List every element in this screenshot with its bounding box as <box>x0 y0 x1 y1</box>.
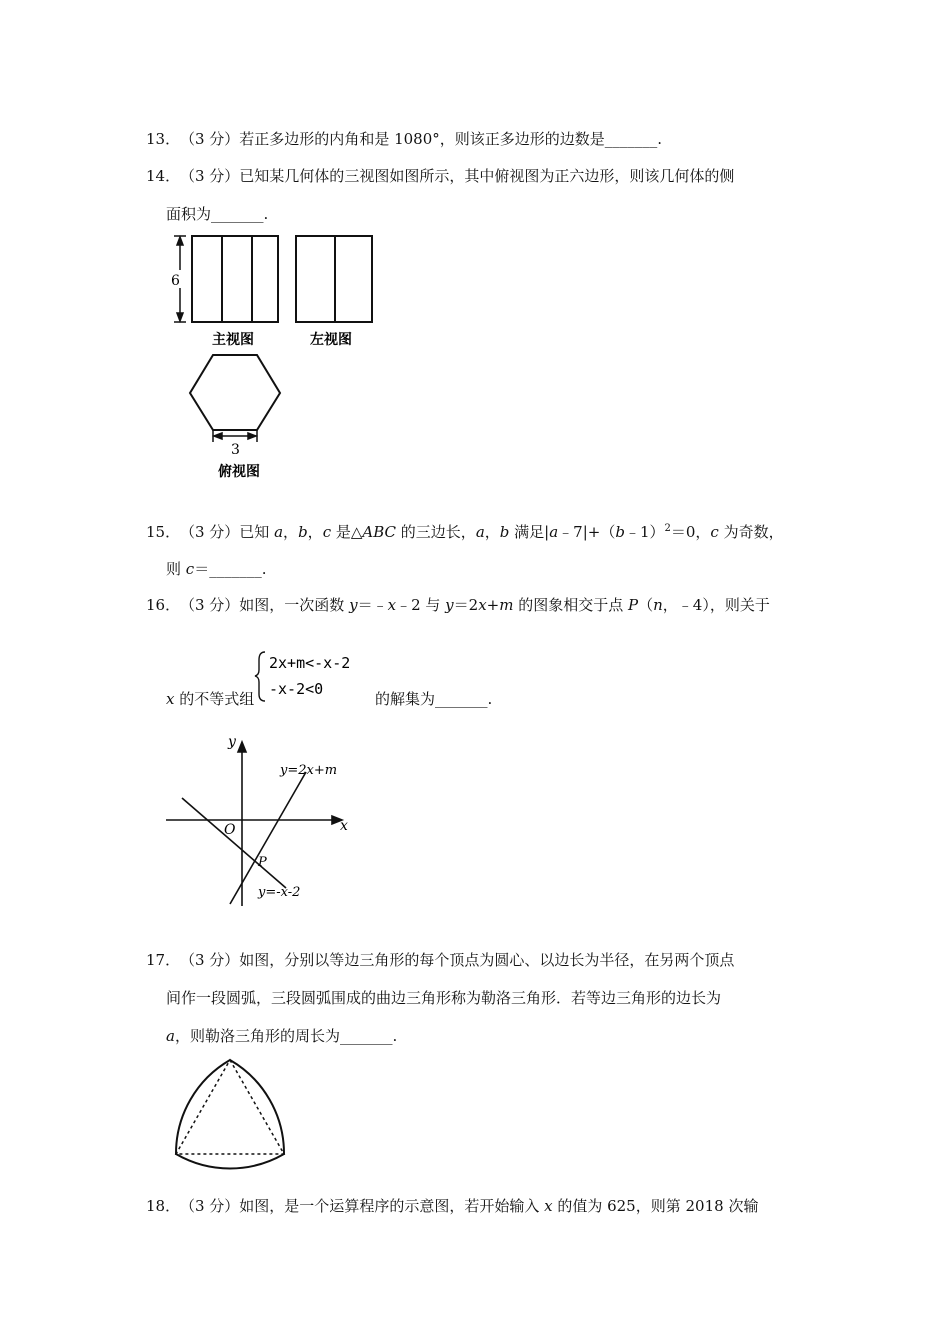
question-text-line2 <box>166 558 266 579</box>
left-view <box>296 236 372 322</box>
question-number: 18． <box>146 1197 181 1215</box>
linear-function-graph <box>160 730 360 910</box>
var-a: a <box>475 523 485 541</box>
var-a: a <box>549 523 559 541</box>
text-part: 的图象相交于点 <box>513 596 629 614</box>
reuleaux-triangle-figure <box>160 1052 300 1177</box>
question-text-line1: （3 分）已知某几何体的三视图如图所示，其中俯视图为正六边形，则该几何体的侧 <box>180 167 735 185</box>
text-part: （3 分）如图，是一个运算程序的示意图，若开始输入 <box>180 1197 545 1215</box>
inequality-system <box>257 648 367 704</box>
text-part: 为奇数， <box>718 523 784 541</box>
y-axis-label: y <box>228 734 236 750</box>
var-c: c <box>185 560 195 578</box>
text-part: 则 <box>166 560 186 578</box>
var-m: m <box>499 596 514 614</box>
var-b: b <box>615 523 625 541</box>
text-part: ，则勒洛三角形的周长为_______. <box>174 1027 398 1045</box>
inequality-top: 2x+m<-x-2 <box>269 654 351 672</box>
text-part: 的三边长， <box>396 523 476 541</box>
question-number: 17． <box>146 951 181 969</box>
var-b: b <box>499 523 510 541</box>
text-part: ﹣7|+（ <box>558 523 616 541</box>
text-part: （3 分）如图，一次函数 <box>180 596 350 614</box>
line-a-label: y=2x+m <box>280 763 338 778</box>
text-part: ， <box>307 523 323 541</box>
equilateral-triangle <box>176 1060 284 1154</box>
text-part: 的不等式组 <box>174 690 255 708</box>
text-part: ，﹣4），则关于 <box>662 596 770 614</box>
var-x: x <box>478 596 487 614</box>
var-y: y <box>349 596 358 614</box>
height-label: 6 <box>171 273 180 289</box>
question-text-line1 <box>180 594 770 615</box>
width-dimension <box>213 430 257 442</box>
var-x: x <box>387 596 397 614</box>
question-text: （3 分）若正多边形的内角和是 1080°，则该正多边形的边数是_______. <box>180 130 663 148</box>
reuleaux-triangle <box>176 1060 284 1168</box>
var-c: c <box>322 523 332 541</box>
text-part: + <box>486 596 500 614</box>
var-x: x <box>544 1197 553 1215</box>
var-a: a <box>274 523 284 541</box>
text-part: 是△ <box>331 523 363 541</box>
text-part: 满足| <box>509 523 550 541</box>
question-text-line1: （3 分）如图，分别以等边三角形的每个顶点为圆心、以边长为半径，在另两个顶点 <box>180 951 735 969</box>
question-text-line1 <box>180 1195 758 1216</box>
left-view-label: 左视图 <box>310 332 352 348</box>
text-part: ﹣2 与 <box>396 596 446 614</box>
top-view-hexagon <box>190 355 280 430</box>
top-view-label: 俯视图 <box>218 464 260 480</box>
var-n: n <box>653 596 663 614</box>
question-number: 13． <box>146 130 181 148</box>
question-number: 16． <box>146 596 181 614</box>
text-part: ＝2 <box>453 596 479 614</box>
text-part: ， <box>484 523 500 541</box>
question-number: 14． <box>146 167 181 185</box>
triangle-name: ABC <box>362 523 397 541</box>
exponent: 2 <box>664 523 671 534</box>
text-part: ， <box>283 523 299 541</box>
origin-label: O <box>224 822 236 838</box>
question-text-line2: 面积为_______. <box>166 205 269 223</box>
text-part: ﹣1） <box>624 523 665 541</box>
question-text-line3 <box>166 1025 397 1046</box>
var-x: x <box>166 690 175 708</box>
question-text-line2-end: 的解集为_______. <box>375 690 493 708</box>
var-b: b <box>298 523 308 541</box>
three-view-figure <box>160 230 390 485</box>
text-part: （ <box>638 596 654 614</box>
text-part: ＝_______. <box>194 560 267 578</box>
text-part: 的值为 625，则第 2018 次输 <box>552 1197 759 1215</box>
text-part: ＝﹣ <box>357 596 388 614</box>
var-y: y <box>445 596 454 614</box>
inequality-bottom: -x-2<0 <box>269 680 324 698</box>
front-view-label: 主视图 <box>212 332 254 348</box>
question-text-line1 <box>180 521 784 542</box>
y-axis-arrow-icon <box>238 742 246 752</box>
line-b-label: y=-x-2 <box>258 885 301 900</box>
question-number: 15． <box>146 523 181 541</box>
line-y-neg-x-minus-2 <box>182 798 286 888</box>
question-text-line2-start <box>166 688 254 709</box>
width-label: 3 <box>231 442 240 458</box>
point-P: P <box>628 596 639 614</box>
text-part: （3 分）已知 <box>180 523 275 541</box>
front-view <box>192 236 278 322</box>
var-c: c <box>710 523 719 541</box>
text-part: ＝0， <box>670 523 711 541</box>
point-P-label: P <box>258 855 267 870</box>
var-a: a <box>166 1027 175 1045</box>
x-axis-label: x <box>340 818 348 834</box>
question-text-line2: 间作一段圆弧，三段圆弧围成的曲边三角形称为勒洛三角形．若等边三角形的边长为 <box>166 989 722 1007</box>
